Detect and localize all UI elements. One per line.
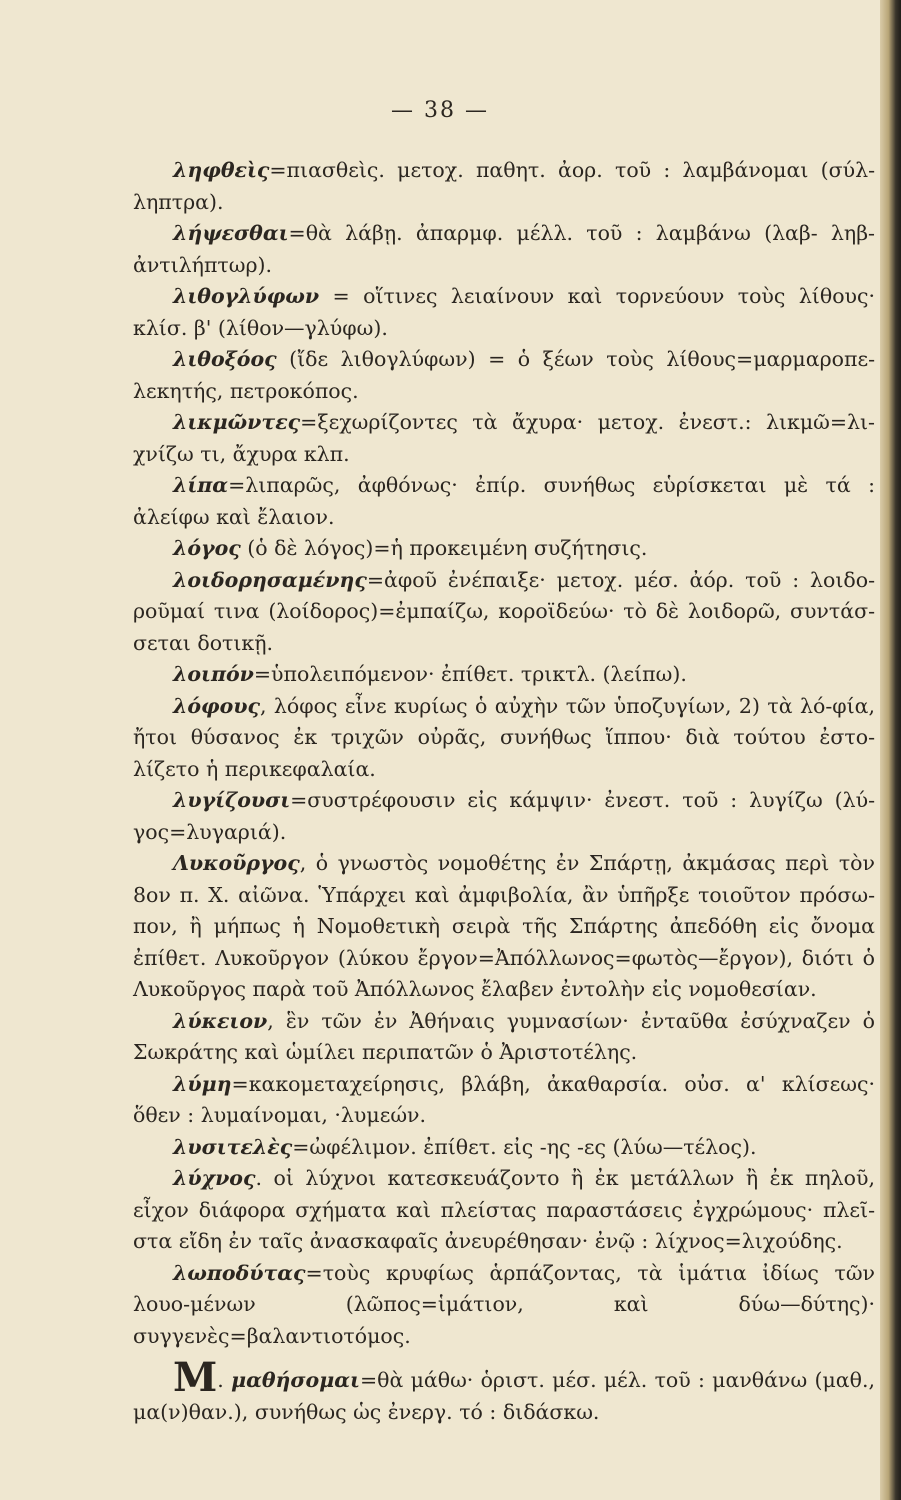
entry-definition: =ξεχωρίζοντες τὰ ἄχυρα· μετοχ. ἐνεστ.: λικμῶ=λι-χνίζω τι, ἄχυρα κλπ. bbox=[133, 410, 875, 466]
glossary-entry bbox=[133, 155, 875, 218]
entry-headword: λύμη bbox=[173, 1071, 232, 1096]
section-m-entry: Μ. μαθήσομαι=θὰ μάθω· ὁριστ. μέσ. μέλ. τοῦ : μανθάνω (μαθ., μα(ν)θαν.), συνήθως ὡς ἐνεργ. τό : διδάσκω. bbox=[133, 1354, 875, 1424]
entry-definition: =θὰ μάθω· ὁριστ. μέσ. μέλ. τοῦ : μανθάνω (μαθ., μα(ν)θαν.), συνήθως ὡς ἐνεργ. τό : διδάσκω. bbox=[133, 1368, 875, 1424]
glossary-entry bbox=[133, 344, 875, 407]
entry-definition: =ὠφέλιμον. ἐπίθετ. εἰς -ης -ες (λύω—τέλος). bbox=[292, 1134, 757, 1159]
entry-headword: λωποδύτας bbox=[173, 1260, 306, 1285]
entry-definition: , λόφος εἶνε κυρίως ὁ αὐχὴν τῶν ὑποζυγίων, 2) τὰ λό-φία, ἤτοι θύσανος ἐκ τριχῶν οὐρᾶς, συνήθως ἵππου· διὰ τούτου ἐστο-λίζετο ἡ περικεφαλαία. bbox=[133, 693, 875, 781]
glossary-entry bbox=[133, 533, 875, 565]
entry-definition: (ὁ δὲ λόγος)=ἡ προκειμένη συζήτησις. bbox=[240, 536, 648, 560]
entry-definition: =ἀφοῦ ἐνέπαιξε· μετοχ. μέσ. ἀόρ. τοῦ : λοιδο-ροῦμαί τινα (λοίδορος)=ἐμπαίζω, κοροϊδεύω· τὸ δὲ λοιδορῶ, συντάσ-σεται δοτικῇ. bbox=[133, 567, 875, 655]
glossary-entry bbox=[133, 691, 875, 786]
entry-headword: Λυκοῦργος bbox=[173, 851, 300, 875]
entry-definition: =πιασθεὶς. μετοχ. παθητ. ἀορ. τοῦ : λαμβάνομαι (σύλ-ληπτρα). bbox=[133, 158, 875, 214]
glossary-entry bbox=[133, 785, 875, 848]
entry-headword: λοιδορησαμένης bbox=[173, 567, 367, 592]
glossary-entry bbox=[133, 1006, 875, 1069]
page-edge-shadow bbox=[880, 0, 901, 1500]
entry-definition: , ἓν τῶν ἐν Ἀθήναις γυμνασίων· ἐνταῦθα ἐσύχναζεν ὁ Σωκράτης καὶ ὡμίλει περιπατῶν ὁ Ἀριστοτέλης. bbox=[133, 1008, 875, 1064]
glossary-entry bbox=[133, 1132, 875, 1164]
entry-definition: =λιπαρῶς, ἀφθόνως· ἐπίρ. συνήθως εὑρίσκεται μὲ τά : ἀλείφω καὶ ἔλαιον. bbox=[133, 473, 875, 529]
entry-definition: . οἱ λύχνοι κατεσκευάζοντο ἢ ἐκ μετάλλων ἢ ἐκ πηλοῦ, εἶχον διάφορα σχήματα καὶ πλείστας παραστάσεις ἐγχρώμους· πλεῖ-στα εἴδη ἐν ταῖς ἀνασκαφαῖς ἀνευρέθησαν· ἐνῷ : λίχνος=λιχούδης. bbox=[133, 1166, 875, 1253]
entry-headword: λυγίζουσι bbox=[173, 788, 291, 812]
page-number: — 38 — bbox=[391, 98, 489, 123]
glossary-entry bbox=[133, 1163, 875, 1258]
entry-headword: λόφους bbox=[173, 693, 260, 718]
glossary-entry bbox=[133, 407, 875, 470]
glossary-entry bbox=[133, 1258, 875, 1353]
entry-headword: λυσιτελὲς bbox=[173, 1134, 293, 1159]
entry-headword: λίπα bbox=[173, 473, 229, 497]
entry-definition: =τοὺς κρυφίως ἁρπάζοντας, τὰ ἱμάτια ἰδίως τῶν λουο-μένων (λῶπος=ἱμάτιον, καὶ δύω—δύτης)· συγγενὲς=βαλαντιοτόμος. bbox=[133, 1260, 875, 1348]
entry-definition: , ὁ γνωστὸς νομοθέτης ἐν Σπάρτῃ, ἀκμάσας περὶ τὸν 8ον π. Χ. αἰῶνα. Ὑπάρχει καὶ ἀμφιβολία, ἂν ὑπῆρξε τοιοῦτον πρόσω-πον, ἢ μήπως ἡ Νομοθετικὴ σειρὰ τῆς Σπάρτης ἀπεδόθη εἰς ὄνομα ἐπίθετ. Λυκοῦργον (λύκου ἔργον=Ἀπόλλωνος=φωτὸς—ἔργον), διότι ὁ Λυκοῦργος παρὰ τοῦ Ἀπόλλωνος ἔλαβεν ἐντολὴν εἰς νομοθεσίαν. bbox=[133, 851, 875, 1001]
entry-definition: =συστρέφουσιν εἰς κάμψιν· ἐνεστ. τοῦ : λυγίζω (λύ-γος=λυγαριά). bbox=[133, 788, 875, 844]
entry-definition: =κακομεταχείρησις, βλάβη, ἀκαθαρσία. οὐσ. α' κλίσεως· ὅθεν : λυμαίνομαι, ·λυμεών. bbox=[133, 1071, 875, 1127]
section-letter: Μ bbox=[173, 1354, 218, 1401]
entry-headword: λόγος bbox=[173, 536, 241, 560]
glossary-entry bbox=[133, 565, 875, 660]
glossary-entries bbox=[133, 155, 875, 1428]
glossary-entry bbox=[133, 1069, 875, 1132]
entry-definition: =θὰ λάβῃ. ἀπαρμφ. μέλλ. τοῦ : λαμβάνω (λαβ- ληβ-ἀντιλήπτωρ). bbox=[133, 221, 875, 277]
entry-headword: ληφθεὶς bbox=[173, 158, 270, 182]
entry-headword: λοιπόν bbox=[173, 662, 254, 686]
glossary-entry bbox=[133, 848, 875, 1006]
entry-headword: λύκειον bbox=[173, 1008, 268, 1033]
glossary-entry bbox=[133, 659, 875, 691]
entry-definition: =ὑπολειπόμενον· ἐπίθετ. τρικτλ. (λείπω). bbox=[253, 662, 687, 686]
entry-definition: = οἵτινες λειαίνουν καὶ τορνεύουν τοὺς λίθους· κλίσ. β' (λίθον—γλύφω). bbox=[133, 284, 875, 340]
entry-headword: λιθογλύφων bbox=[173, 284, 320, 308]
entry-headword: λικμῶντες bbox=[173, 410, 301, 434]
glossary-entry bbox=[133, 218, 875, 281]
entry-headword: λήψεσθαι bbox=[173, 221, 289, 245]
entry-headword: λύχνος bbox=[173, 1166, 256, 1190]
glossary-entry bbox=[133, 281, 875, 344]
entry-headword: λιθοξόος bbox=[173, 347, 277, 371]
entry-headword: μαθήσομαι bbox=[231, 1368, 360, 1392]
glossary-entry bbox=[133, 470, 875, 533]
entry-definition: (ἴδε λιθογλύφων) = ὁ ξέων τοὺς λίθους=μαρμαροπε-λεκητής, πετροκόπος. bbox=[133, 347, 875, 403]
